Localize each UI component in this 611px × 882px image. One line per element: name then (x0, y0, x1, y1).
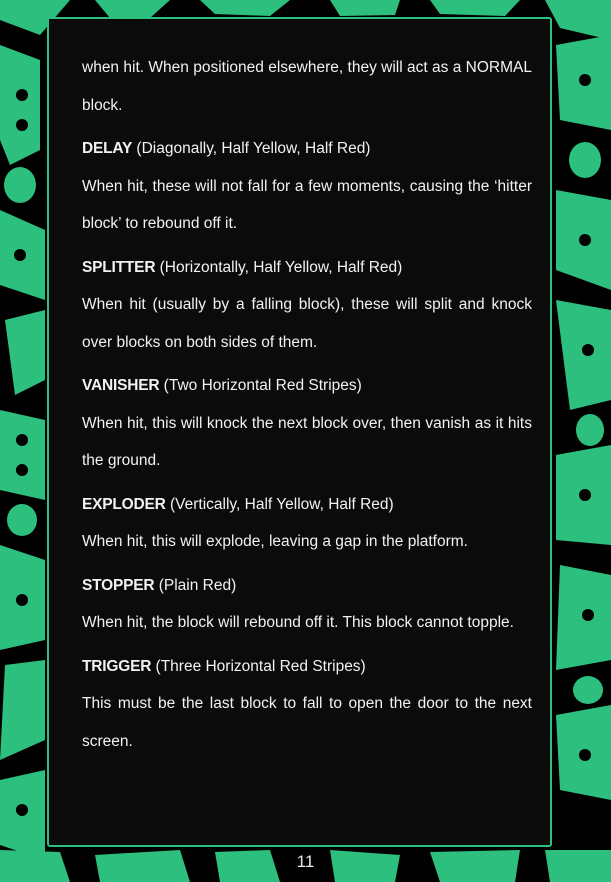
block-pattern: (Horizontally, Half Yellow, Half Red) (159, 258, 403, 276)
block-heading (82, 249, 532, 287)
block-description: When hit, this will knock the next block over, then vanish as it hits the ground. (82, 414, 532, 469)
block-description: When hit, these will not fall for a few moments, causing the ‘hitter block’ to rebound off it. (82, 177, 532, 232)
block-heading (82, 648, 532, 686)
block-entry-stopper (82, 567, 532, 642)
block-heading (82, 486, 532, 524)
intro-text: when hit. When positioned elsewhere, they will act as a NORMAL block. (82, 59, 532, 114)
block-pattern: (Two Horizontal Red Stripes) (163, 377, 362, 394)
block-entry-exploder (82, 486, 532, 561)
block-pattern: (Plain Red) (158, 576, 237, 594)
block-description: When hit, this will explode, leaving a gap in the platform. (82, 533, 468, 550)
block-description: When hit (usually by a falling block), these will split and knock over blocks on both sides of them. (82, 296, 532, 351)
block-name: TRIGGER (82, 657, 152, 675)
block-name: VANISHER (82, 377, 160, 394)
block-descriptions (82, 49, 532, 760)
block-pattern: (Vertically, Half Yellow, Half Red) (169, 495, 394, 513)
text-panel (47, 17, 552, 847)
block-name: DELAY (82, 140, 133, 157)
block-name: EXPLODER (82, 495, 166, 513)
block-name: STOPPER (82, 576, 155, 594)
block-description: This must be the last block to fall to open the door to the next screen. (82, 695, 532, 750)
page-number: 11 (296, 852, 315, 871)
block-description: When hit, the block will rebound off it. This block cannot topple. (82, 614, 514, 631)
block-heading (82, 367, 532, 405)
block-entry-delay (82, 130, 532, 243)
block-name: SPLITTER (82, 258, 156, 276)
block-entry-vanisher (82, 367, 532, 480)
block-entry-trigger (82, 648, 532, 761)
block-entry-splitter (82, 249, 532, 362)
block-heading (82, 567, 532, 605)
block-pattern: (Diagonally, Half Yellow, Half Red) (136, 140, 371, 157)
block-pattern: (Three Horizontal Red Stripes) (155, 657, 366, 675)
block-heading (82, 130, 532, 168)
